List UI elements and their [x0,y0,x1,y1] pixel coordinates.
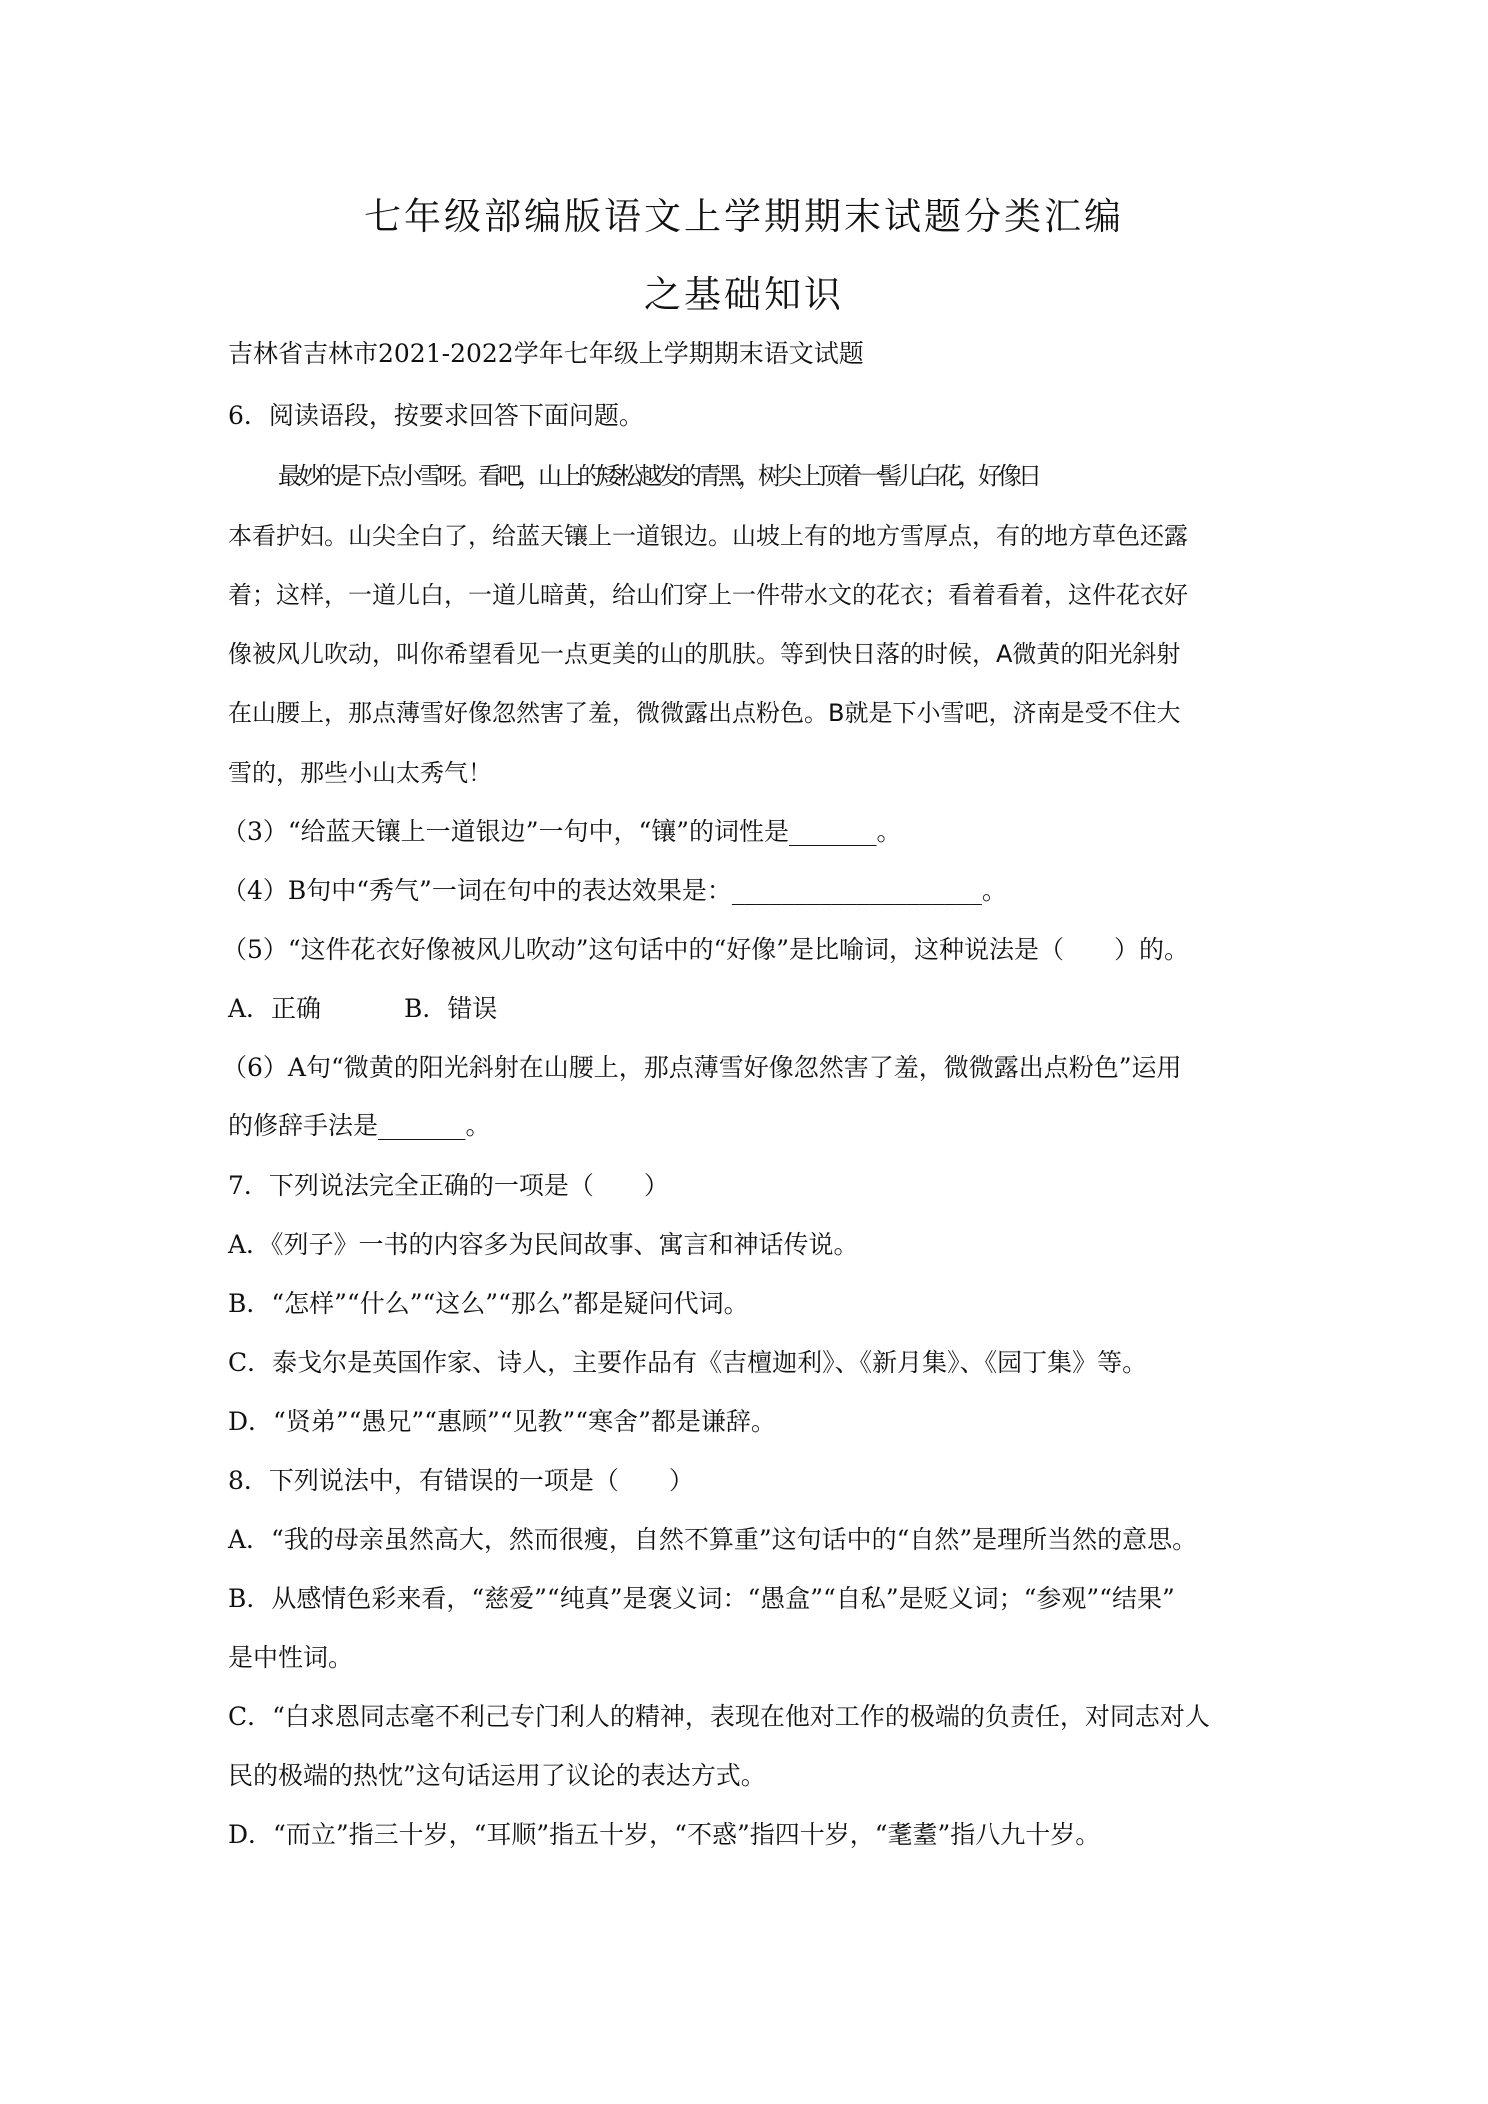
q6-sub5-option-a: A．正确 [228,994,322,1023]
q6-passage-line-6: 雪的，那些小山太秀气！ [228,759,492,787]
title-line-1: 七年级部编版语文上学期期末试题分类汇编 [364,195,1124,238]
q7-option-b: B．“怎样”“什么”“这么”“那么”都是疑问代词。 [228,1289,749,1318]
q6-sub3: （3）“给蓝天镶上一道银边”一句中，“镶”的词性是_______。 [222,817,902,846]
q8-option-c-line-2: 民的极端的热忱”这句话运用了议论的表达方式。 [228,1761,766,1790]
q7-option-d: D．“贤弟”“愚兄”“惠顾”“见教”“寒舍”都是谦辞。 [228,1407,776,1436]
q8-option-c-line-1: C．“白求恩同志毫不利己专门利人的精神，表现在他对工作的极端的负责任，对同志对人 [228,1702,1210,1731]
q6-passage-line-5: 在山腰上，那点薄雪好像忽然害了羞，微微露出点粉色。B就是下小雪吧，济南是受不住大 [228,699,1181,727]
source-line: 吉林省吉林市2021-2022学年七年级上学期期末语文试题 [228,339,864,368]
q8-option-b-line-1: B．从感情色彩来看，“慈爱”“纯真”是褒义词：“愚盒”“自私”是贬义词；“参观”“结果” [228,1584,1175,1613]
title-line-2: 之基础知识 [644,273,844,316]
q7-stem: 7．下列说法完全正确的一项是（ ） [228,1171,669,1200]
q6-sub4: （4）B句中“秀气”一词在句中的表达效果是：____________________。 [222,876,1007,905]
q6-passage-line-4: 像被风儿吹动，叫你希望看见一点更美的山的肌肤。等到快日落的时候，A微黄的阳光斜射 [228,640,1181,668]
q7-option-a: A．《列子》一书的内容多为民间故事、寓言和神话传说。 [228,1230,859,1259]
q6-passage-line-1: 最妙的是下点小雪呀。看吧，山上的矮松越发的青黑，树尖上顶着一髻儿白花，好像日 [278,462,1038,490]
q8-option-b-line-2: 是中性词。 [228,1643,354,1672]
q6-passage-line-2: 本看护妇。山尖全白了，给蓝天镶上一道银边。山坡上有的地方雪厚点，有的地方草色还露 [228,522,1188,550]
q8-stem: 8．下列说法中，有错误的一项是（ ） [228,1466,694,1495]
q6-stem: 6．阅读语段，按要求回答下面问题。 [228,401,644,430]
q8-option-a: A．“我的母亲虽然高大，然而很瘦，自然不算重”这句话中的“自然”是理所当然的意思。 [228,1525,1198,1554]
q7-option-c: C．泰戈尔是英国作家、诗人，主要作品有《吉檀迦利》、《新月集》、《园丁集》等。 [228,1348,1148,1377]
q6-sub6-line-1: （6）A句“微黄的阳光斜射在山腰上，那点薄雪好像忽然害了羞，微微露出点粉色”运用 [222,1053,1182,1082]
q6-sub6-line-2: 的修辞手法是_______。 [228,1111,491,1140]
q6-passage-line-3: 着；这样，一道儿白，一道儿暗黄，给山们穿上一件带水文的花衣；看着看着，这件花衣好 [228,581,1188,609]
q8-option-d: D．“而立”指三十岁，“耳顺”指五十岁，“不惑”指四十岁，“耄耋”指八九十岁。 [228,1820,1101,1849]
q6-sub5-options [228,991,1268,1027]
q6-sub5-option-b: B．错误 [404,994,498,1023]
q6-sub5: （5）“这件花衣好像被风儿吹动”这句话中的“好像”是比喻词，这种说法是（ ）的。 [222,935,1190,964]
